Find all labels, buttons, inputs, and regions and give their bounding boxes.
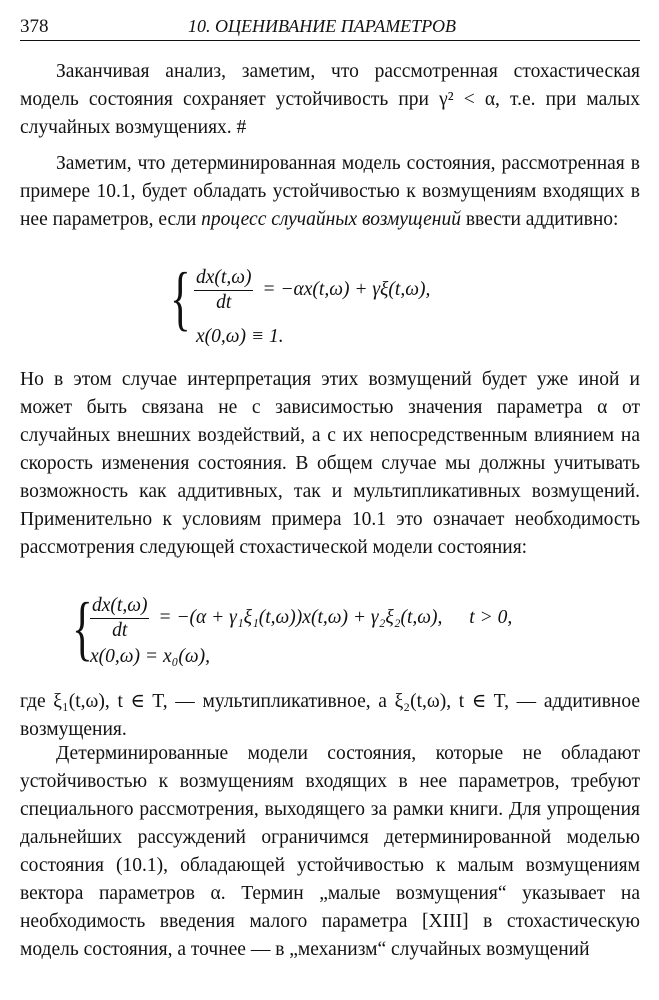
- equation-2-numerator: dx(t,ω): [90, 594, 149, 619]
- equation-1-initial: x(0,ω) ≡ 1.: [196, 326, 284, 347]
- running-header: [20, 14, 640, 41]
- equation-1-fraction: [194, 266, 253, 315]
- paragraph-3: Но в этом случае интерпретация этих возмущений будет уже иной и может быть связана не с зависимостью значения параметра α от случайных внешних воздействий, а с их непосредственным влиянием на скорость изменения состояния. В общем случае мы должны учитывать возможность как аддитивных, так и мультипликативных возмущений. Применительно к условиям примера 10.1 это означает необходимость рассмотрения следующей стохастической модели состояния:: [20, 369, 640, 558]
- paragraph-4: где ξ₁(t,ω), t ∈ T, — мультипликативное, а ξ₂(t,ω), t ∈ T, — аддитивное возмущения.: [20, 691, 640, 740]
- equation-2-initial: x(0,ω) = x₀(ω),: [90, 646, 211, 667]
- equation-2-rhs: = −(α + γ₁ξ₁(t,ω))x(t,ω) + γ₂ξ₂(t,ω),: [158, 606, 443, 628]
- equation-2-brace: {: [72, 588, 93, 668]
- equation-1-denominator: dt: [216, 292, 232, 313]
- equation-2-denominator: dt: [112, 620, 128, 641]
- equation-1-line-1: [190, 266, 430, 315]
- paragraph-2: [20, 150, 640, 234]
- equation-1-numerator: dx(t,ω): [194, 266, 253, 291]
- page-number: 378: [20, 16, 49, 37]
- paragraph-2-emphasis: процесс случайных возмущений: [201, 209, 461, 230]
- paragraph-2-tail: ввести аддитивно:: [460, 209, 619, 230]
- equation-1-rhs: = −αx(t,ω) + γξ(t,ω),: [262, 278, 431, 300]
- paragraph-1: Заканчивая анализ, заметим, что рассмотренная стохастическая модель состояния сохраняет устойчивость при γ² < α, т.е. при малых случайных возмущениях. #: [20, 61, 640, 138]
- equation-1-brace: {: [170, 258, 191, 338]
- equation-2-fraction: [90, 594, 149, 643]
- paragraph-5: Детерминированные модели состояния, которые не обладают устойчивостью к возмущениям входящих в нее параметров, требуют специального рассмотрения, выходящего за рамки книги. Для упрощения дальнейших рассуждений ограничимся детерминированной моделью состояния (10.1), обладающей устойчивостью к малым возмущениям вектора параметров α. Термин „малые возмущения“ указывает на необходимость введения малого параметра [XIII] в стохастическую модель состояния, а точнее — в „механизм“ случайных возмущений: [20, 743, 640, 960]
- paragraph-2-text: Заметим, что детерминированная модель состояния, рассмотренная в примере 10.1, будет обладать устойчивостью к возмущениям входящих в нее параметров, если: [20, 153, 640, 230]
- equation-2-condition: t > 0,: [469, 606, 513, 628]
- running-title: 10. ОЦЕНИВАНИЕ ПАРАМЕТРОВ: [188, 16, 456, 36]
- equation-2-line-1: [86, 594, 512, 643]
